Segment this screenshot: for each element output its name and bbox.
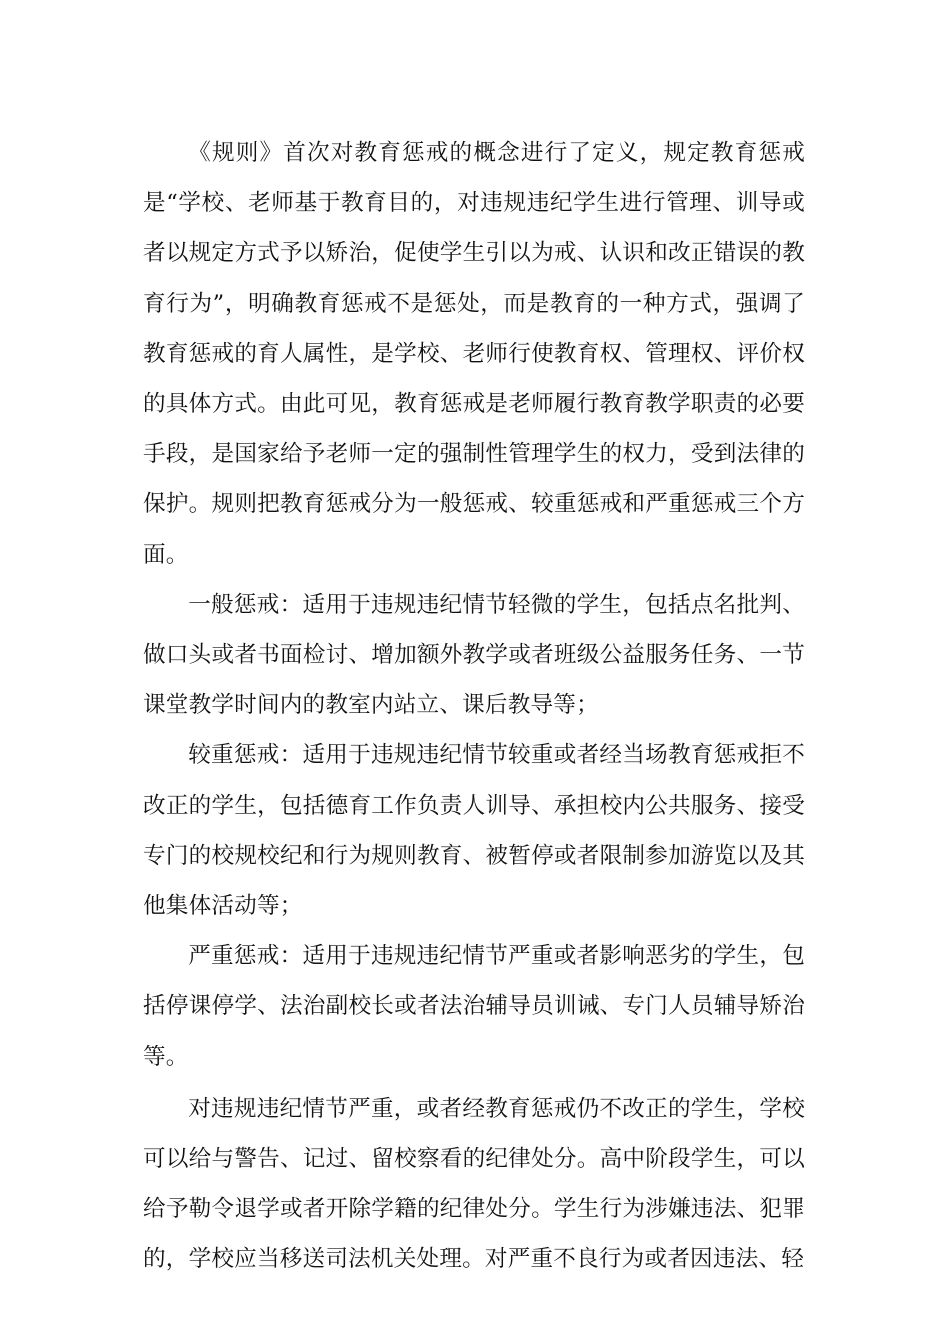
document-body <box>143 128 805 1285</box>
paragraph-definition: 《规则》首次对教育惩戒的概念进行了定义，规定教育惩戒是“学校、老师基于教育目的，对违规违纪学生进行管理、训导或者以规定方式予以矫治，促使学生引以为戒、认识和改正错误的教育行为”，明确教育惩戒不是惩处，而是教育的一种方式，强调了教育惩戒的育人属性，是学校、老师行使教育权、管理权、评价权的具体方式。由此可见，教育惩戒是老师履行教育教学职责的必要手段，是国家给予老师一定的强制性管理学生的权力，受到法律的保护。规则把教育惩戒分为一般惩戒、较重惩戒和严重惩戒三个方面。 <box>143 140 805 568</box>
paragraph-disciplinary-sanctions: 对违规违纪情节严重，或者经教育惩戒仍不改正的学生，学校可以给与警告、记过、留校察看的纪律处分。高中阶段学生，可以给予勒令退学或者开除学籍的纪律处分。学生行为涉嫌违法、犯罪的，学校应当移送司法机关处理。对严重不良行为或者因违法、轻 <box>143 1095 805 1273</box>
paragraph-serious-discipline: 严重惩戒：适用于违规违纪情节严重或者影响恶劣的学生，包括停课停学、法治副校长或者法治辅导员训诫、专门人员辅导矫治等。 <box>143 943 805 1070</box>
paragraph-heavier-discipline: 较重惩戒：适用于违规违纪情节较重或者经当场教育惩戒拒不改正的学生，包括德育工作负责人训导、承担校内公共服务、接受专门的校规校纪和行为规则教育、被暂停或者限制参加游览以及其他集体活动等； <box>143 742 805 920</box>
paragraph-general-discipline: 一般惩戒：适用于违规违纪情节轻微的学生，包括点名批判、做口头或者书面检讨、增加额外教学或者班级公益服务任务、一节课堂教学时间内的教室内站立、课后教导等； <box>143 591 805 719</box>
